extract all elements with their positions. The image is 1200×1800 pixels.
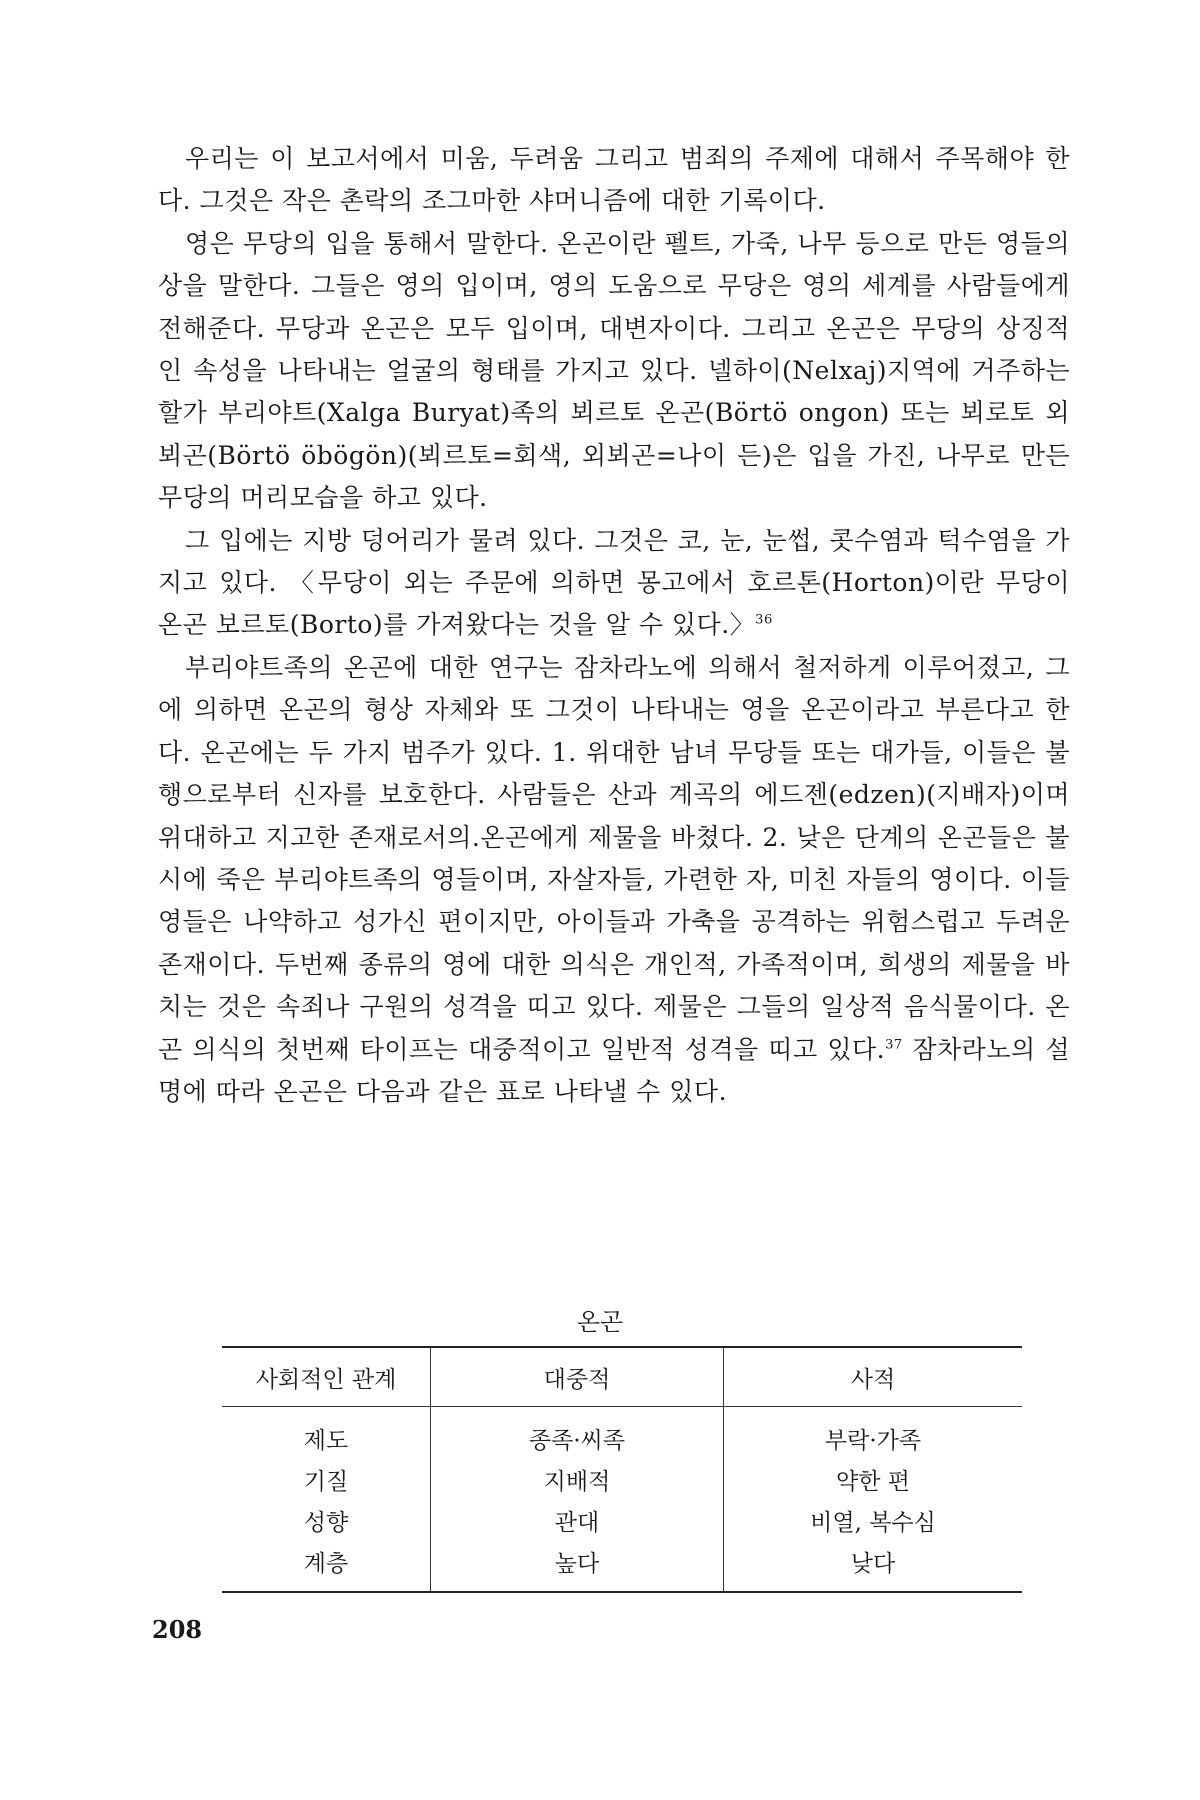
table-cell: 관대: [431, 1500, 724, 1541]
paragraph-1: 우리는 이 보고서에서 미움, 두려움 그리고 범죄의 주제에 대해서 주목해야 한다. 그것은 작은 촌락의 조그마한 샤머니즘에 대한 기록이다.: [158, 144, 1070, 216]
table-row: [222, 1459, 1022, 1500]
paragraph-2: 영은 무당의 입을 통해서 말한다. 온곤이란 펠트, 가죽, 나무 등으로 만든 영들의 상을 말한다. 그들은 영의 입이며, 영의 도움으로 무당은 영의 세계를 사람들에게 전해준다. 무당과 온곤은 모두 입이며, 대변자이다. 그리고 온곤은 무당의 상징적인 속성을 나타내는 얼굴의 형태를 가지고 있다. 넬하이(Nelxaj)지역에 거주하는 할가 부리야트(Xalga Buryat)족의 뵈르토 온곤(Börtö ongon) 또는 뵈로토 외뵈곤(Börtö öbögön)(뵈르토=회색, 외뵈곤=나이 든)은 입을 가진, 나무로 만든 무당의 머리모습을 하고 있다.: [158, 228, 1070, 513]
page-number: 208: [152, 1615, 203, 1644]
paragraph-4: 부리야트족의 온곤에 대한 연구는 잠차라노에 의해서 철저하게 이루어졌고, 그에 의하면 온곤의 형상 자체와 또 그것이 나타내는 영을 온곤이라고 부른다고 한다. 온곤에는 두 가지 범주가 있다. 1. 위대한 남녀 무당들 또는 대가들, 이들은 불행으로부터 신자를 보호한다. 사람들은 산과 계곡의 에드젠(edzen)(지배자)이며 위대하고 지고한 존재로서의.온곤에게 제물을 바쳤다. 2. 낮은 단계의 온곤들은 불시에 죽은 부리야트족의 영들이며, 자살자들, 가련한 자, 미친 자들의 영이다. 이들 영들은 나약하고 성가신 편이지만, 아이들과 가축을 공격하는 위험스럽고 두려운 존재이다. 두번째 종류의 영에 대한 의식은 개인적, 가족적이며, 희생의 제물을 바치는 것은 속죄나 구원의 성격을 띠고 있다. 제물은 그들의 일상적 음식물이다. 온곤 의식의 첫번째 타이프는 대중적이고 일반적 성격을 띠고 있다.$^{37}$ 잠차라노의 설명에 따라 온곤은 다음과 같은 표로 나타낼 수 있다.: [158, 652, 1070, 1106]
table-caption: 온곤: [576, 1308, 624, 1336]
table-cell: 지배적: [431, 1459, 724, 1500]
table-cell: 높다: [431, 1541, 724, 1592]
table-cell: 낮다: [724, 1541, 1023, 1592]
body-text: [158, 138, 1070, 1113]
table-header-row: [222, 1347, 1022, 1407]
paragraph-3: 그 입에는 지방 덩어리가 물려 있다. 그것은 코, 눈, 눈썹, 콧수염과 턱수염을 가지고 있다. 〈무당이 외는 주문에 의하면 몽고에서 호르톤(Horton)이란 무당이 온곤 보르토(Borto)를 가져왔다는 것을 알 수 있다.〉$^{36}$: [158, 525, 1070, 640]
footnote-marker-36[interactable]: 36: [755, 613, 773, 629]
table-cell: 성향: [222, 1500, 431, 1541]
table-row: [222, 1407, 1022, 1460]
ongon-table: [222, 1346, 1022, 1593]
table-header-social-relation: 사회적인 관계: [222, 1347, 431, 1407]
table-cell: 약한 편: [836, 1469, 910, 1495]
table-cell: 제도: [222, 1407, 431, 1460]
footnote-marker-37[interactable]: 37: [885, 1037, 903, 1053]
table-row: [222, 1500, 1022, 1541]
table-header-private: 사적: [724, 1347, 1023, 1407]
table-row: [222, 1541, 1022, 1592]
table-cell: 비열, 복수심: [810, 1510, 936, 1536]
table-header-public: 대중적: [431, 1347, 724, 1407]
table-cell: 종족·씨족: [431, 1407, 724, 1460]
table-cell: 부락·가족: [824, 1428, 922, 1454]
table-cell: 계층: [222, 1541, 431, 1592]
table-cell: 기질: [222, 1459, 431, 1500]
